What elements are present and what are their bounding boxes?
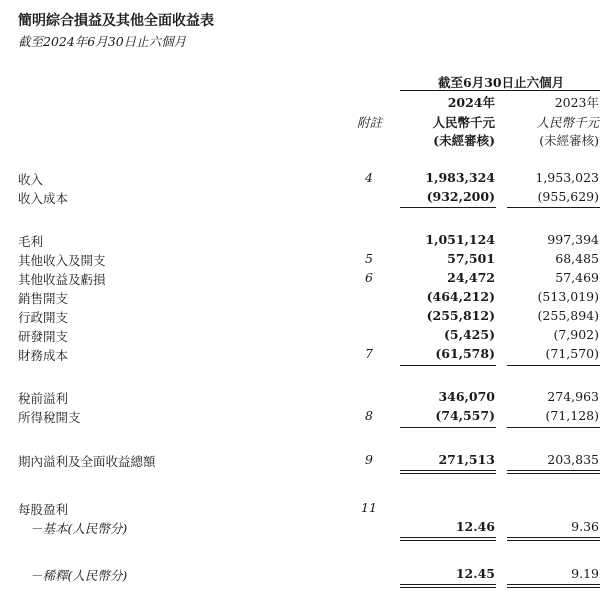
subtotal-rule [400,207,496,208]
row-value-2023: (955,629) [537,189,599,204]
row-value-2023: 57,469 [555,270,599,285]
row-value-2023: (71,570) [545,346,599,361]
period-header-rule [400,90,600,91]
row-value-2023: 274,963 [547,389,599,404]
row-value-2024: (464,212) [426,289,495,304]
row-value-2023: (513,019) [537,289,599,304]
row-value-2023: (71,128) [545,408,599,423]
unit-prior-header: 人民幣千元 [536,115,599,130]
eps-double-rule-bottom [507,587,600,588]
row-note: 9 [365,452,373,467]
row-value-2024: (5,425) [444,327,495,342]
row-value-2023: 1,953,023 [535,170,599,185]
row-value-2023: (7,902) [553,327,599,342]
eps-double-rule-bottom [400,540,496,541]
row-label: －基本(人民幣分) [30,521,128,536]
row-label: 毛利 [18,234,44,249]
subtotal-rule [400,427,496,428]
audit-current-header: (未經審核) [433,133,495,148]
row-note: 4 [365,170,373,185]
total-double-rule-top [507,470,600,471]
row-note: 5 [365,251,373,266]
row-value-2024: 1,051,124 [425,232,495,247]
eps-double-rule-bottom [400,587,496,588]
row-label: 收入 [18,172,44,187]
subtotal-rule [400,365,496,366]
row-value-2023: 997,394 [547,232,599,247]
eps-double-rule-top [507,537,600,538]
total-double-rule-bottom [507,473,600,474]
row-value-2023: (255,894) [537,308,599,323]
row-note: 7 [365,346,373,361]
eps-double-rule-top [400,537,496,538]
row-label: 其他收入及開支 [18,253,106,268]
row-label: 其他收益及虧損 [18,272,106,287]
subtotal-rule [507,365,600,366]
row-value-2024: 1,983,324 [425,170,495,185]
row-value-2024: 12.45 [455,566,495,581]
row-label: 每股盈利 [18,502,69,517]
row-value-2023: 203,835 [547,452,599,467]
total-double-rule-bottom [400,473,496,474]
eps-double-rule-bottom [507,540,600,541]
row-label: 研發開支 [18,329,69,344]
row-value-2024: (74,557) [435,408,495,423]
row-value-2024: (61,578) [435,346,495,361]
row-value-2023: 9.36 [571,519,599,534]
row-value-2023: 9.19 [571,566,599,581]
total-double-rule-top [400,470,496,471]
row-note: 6 [365,270,373,285]
row-label: 稅前溢利 [18,391,69,406]
row-label: 銷售開支 [18,291,69,306]
year-prior-header: 2023年 [554,95,599,110]
audit-prior-header: (未經審核) [539,133,599,148]
eps-double-rule-top [507,584,600,585]
eps-double-rule-top [400,584,496,585]
row-value-2024: (932,200) [426,189,495,204]
row-value-2024: 12.46 [455,519,495,534]
row-value-2024: 57,501 [447,251,495,266]
row-label: 收入成本 [18,191,69,206]
row-value-2023: 68,485 [555,251,599,266]
row-label: 期內溢利及全面收益總額 [18,454,156,469]
row-value-2024: (255,812) [426,308,495,323]
unit-current-header: 人民幣千元 [432,115,495,130]
period-header: 截至6月30日止六個月 [438,75,565,90]
subtotal-rule [507,207,600,208]
row-label: 行政開支 [18,310,69,325]
row-note: 8 [365,408,373,423]
row-value-2024: 271,513 [438,452,495,467]
subtotal-rule [507,427,600,428]
row-label: 財務成本 [18,348,69,363]
row-note: 11 [361,500,377,515]
year-current-header: 2024年 [447,95,495,110]
statement-subtitle: 截至2024年6月30日止六個月 [18,34,187,49]
row-value-2024: 24,472 [447,270,495,285]
row-label: －稀釋(人民幣分) [30,568,128,583]
row-value-2024: 346,070 [438,389,495,404]
row-label: 所得稅開支 [18,410,81,425]
statement-title: 簡明綜合損益及其他全面收益表 [18,13,214,29]
note-header: 附註 [357,115,383,130]
